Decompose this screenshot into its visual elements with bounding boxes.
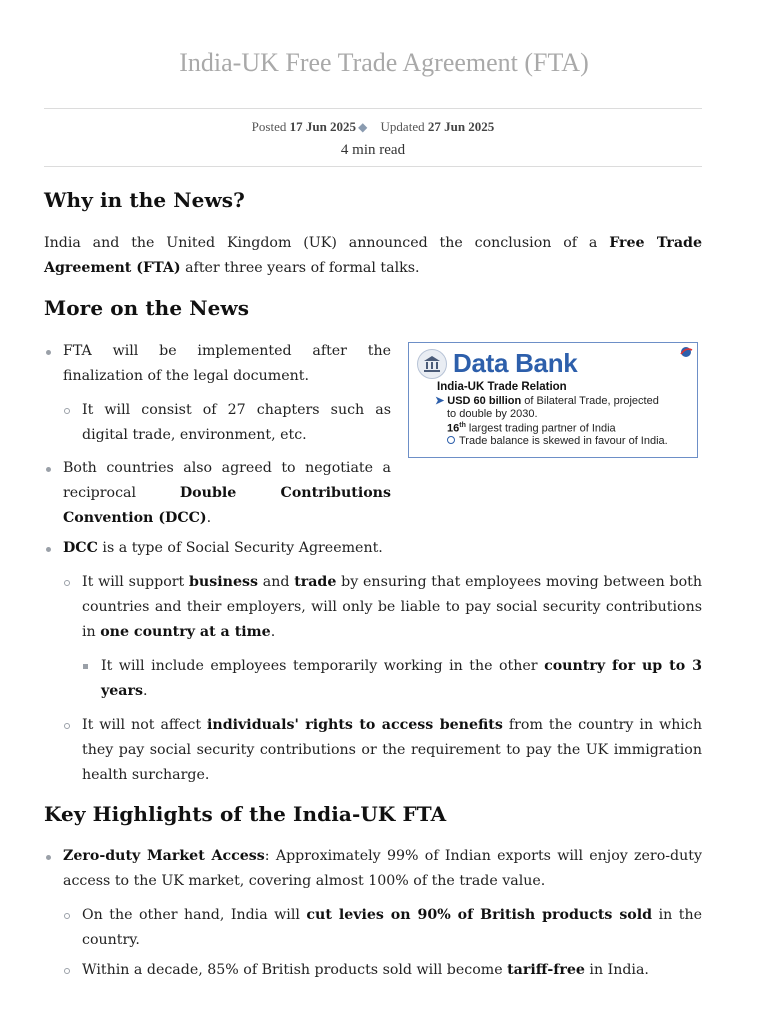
text: largest trading partner of India bbox=[465, 422, 616, 435]
bold-text: Double Contributions Convention (DCC) bbox=[63, 485, 391, 526]
data-bank-title: Data Bank bbox=[453, 348, 578, 378]
text: : Approximately 99% of Indian exports will enjoy zero-duty access to the UK market, covering almost 100% of the trade value. bbox=[63, 848, 702, 889]
list-item bbox=[44, 844, 702, 983]
section-heading-more: More on the News bbox=[44, 296, 250, 320]
text: is a type of Social Security Agreement. bbox=[97, 540, 383, 556]
fact-line bbox=[435, 395, 697, 408]
updated-date: 27 Jun 2025 bbox=[427, 119, 495, 134]
data-bank-subtitle: India-UK Trade Relation bbox=[437, 381, 567, 393]
list-item bbox=[63, 713, 702, 788]
diamond-separator-icon: ◆ bbox=[358, 120, 368, 134]
data-bank-header bbox=[417, 348, 577, 379]
text: in India. bbox=[584, 962, 649, 978]
list-item bbox=[44, 456, 391, 531]
text: FTA will be implemented after the finalization of the legal document. bbox=[63, 343, 391, 384]
sub-sub-list bbox=[82, 654, 702, 704]
fact-line bbox=[435, 435, 697, 448]
list-item bbox=[63, 903, 702, 953]
list-item bbox=[63, 958, 702, 983]
text: from the country in which they pay social security contributions or the requirement to pay the UK immigration health surcharge. bbox=[82, 717, 702, 783]
article-body bbox=[44, 180, 702, 983]
page-title: India-UK Free Trade Agreement (FTA) bbox=[179, 48, 589, 77]
text: On the other hand, India will bbox=[82, 907, 307, 923]
text: It will not affect bbox=[82, 717, 208, 733]
superscript: th bbox=[459, 422, 466, 429]
bank-building-icon bbox=[417, 349, 447, 379]
decorative-swoosh-icon bbox=[679, 345, 693, 359]
fact-line: to double by 2030. bbox=[447, 407, 538, 420]
list-item bbox=[44, 339, 391, 448]
read-time: 4 min read bbox=[340, 142, 406, 158]
data-bank-infographic bbox=[408, 342, 698, 458]
text: . bbox=[270, 624, 276, 640]
sub-list bbox=[63, 398, 391, 448]
data-bank-facts bbox=[435, 395, 697, 448]
circle-bullet-icon bbox=[447, 436, 455, 444]
bold-text: DCC bbox=[63, 540, 98, 556]
bold-text: 16 bbox=[447, 422, 460, 435]
text: It will support bbox=[82, 574, 190, 590]
text: Both countries also agreed to negotiate a reciprocal bbox=[63, 460, 391, 501]
text: Trade balance is skewed in favour of India. bbox=[459, 435, 668, 448]
posted-date: 17 Jun 2025 bbox=[289, 119, 357, 134]
bold-text: country for up to 3 years bbox=[101, 658, 702, 699]
text: . bbox=[206, 510, 212, 526]
bold-text: individuals' rights to access benefits bbox=[207, 717, 503, 733]
text: . bbox=[142, 683, 148, 699]
highlights-list bbox=[44, 844, 702, 983]
bold-text: Free Trade Agreement (FTA) bbox=[44, 235, 702, 276]
list-item bbox=[82, 654, 702, 704]
list-item bbox=[44, 536, 702, 788]
divider bbox=[44, 166, 702, 167]
bold-text: business bbox=[189, 574, 258, 590]
sub-list bbox=[63, 903, 702, 983]
divider bbox=[44, 108, 702, 109]
sub-list bbox=[63, 570, 702, 788]
why-paragraph bbox=[44, 231, 702, 281]
text: after three years of formal talks. bbox=[180, 260, 420, 276]
updated-label: Updated bbox=[380, 119, 425, 134]
section-heading-highlights: Key Highlights of the India-UK FTA bbox=[44, 802, 447, 826]
bold-text: USD 60 billion bbox=[447, 395, 522, 407]
fact-line bbox=[435, 420, 697, 435]
text: of Bilateral Trade, projected bbox=[521, 395, 659, 407]
arrow-icon: ➤ bbox=[435, 395, 445, 407]
section-heading-why: Why in the News? bbox=[44, 188, 245, 212]
text: Within a decade, 85% of British products sold will become bbox=[82, 962, 508, 978]
bold-text: Zero-duty Market Access bbox=[63, 848, 265, 864]
list-item bbox=[63, 570, 702, 704]
post-meta bbox=[44, 119, 702, 135]
text: India and the United Kingdom (UK) announced the conclusion of a bbox=[44, 235, 610, 251]
text: by ensuring that employees moving between both countries and their employers, will only be liable to pay social security contributions in bbox=[82, 574, 702, 640]
bold-text: one country at a time bbox=[100, 624, 271, 640]
bold-text: trade bbox=[294, 574, 337, 590]
text: It will include employees temporarily working in the other bbox=[101, 658, 545, 674]
text: and bbox=[257, 574, 295, 590]
list-item: It will consist of 27 chapters such as digital trade, environment, etc. bbox=[63, 398, 391, 448]
posted-label: Posted bbox=[251, 119, 287, 134]
bold-text: tariff-free bbox=[507, 962, 585, 978]
bold-text: cut levies on 90% of British products sold bbox=[306, 907, 653, 923]
text: in the country. bbox=[82, 907, 702, 948]
